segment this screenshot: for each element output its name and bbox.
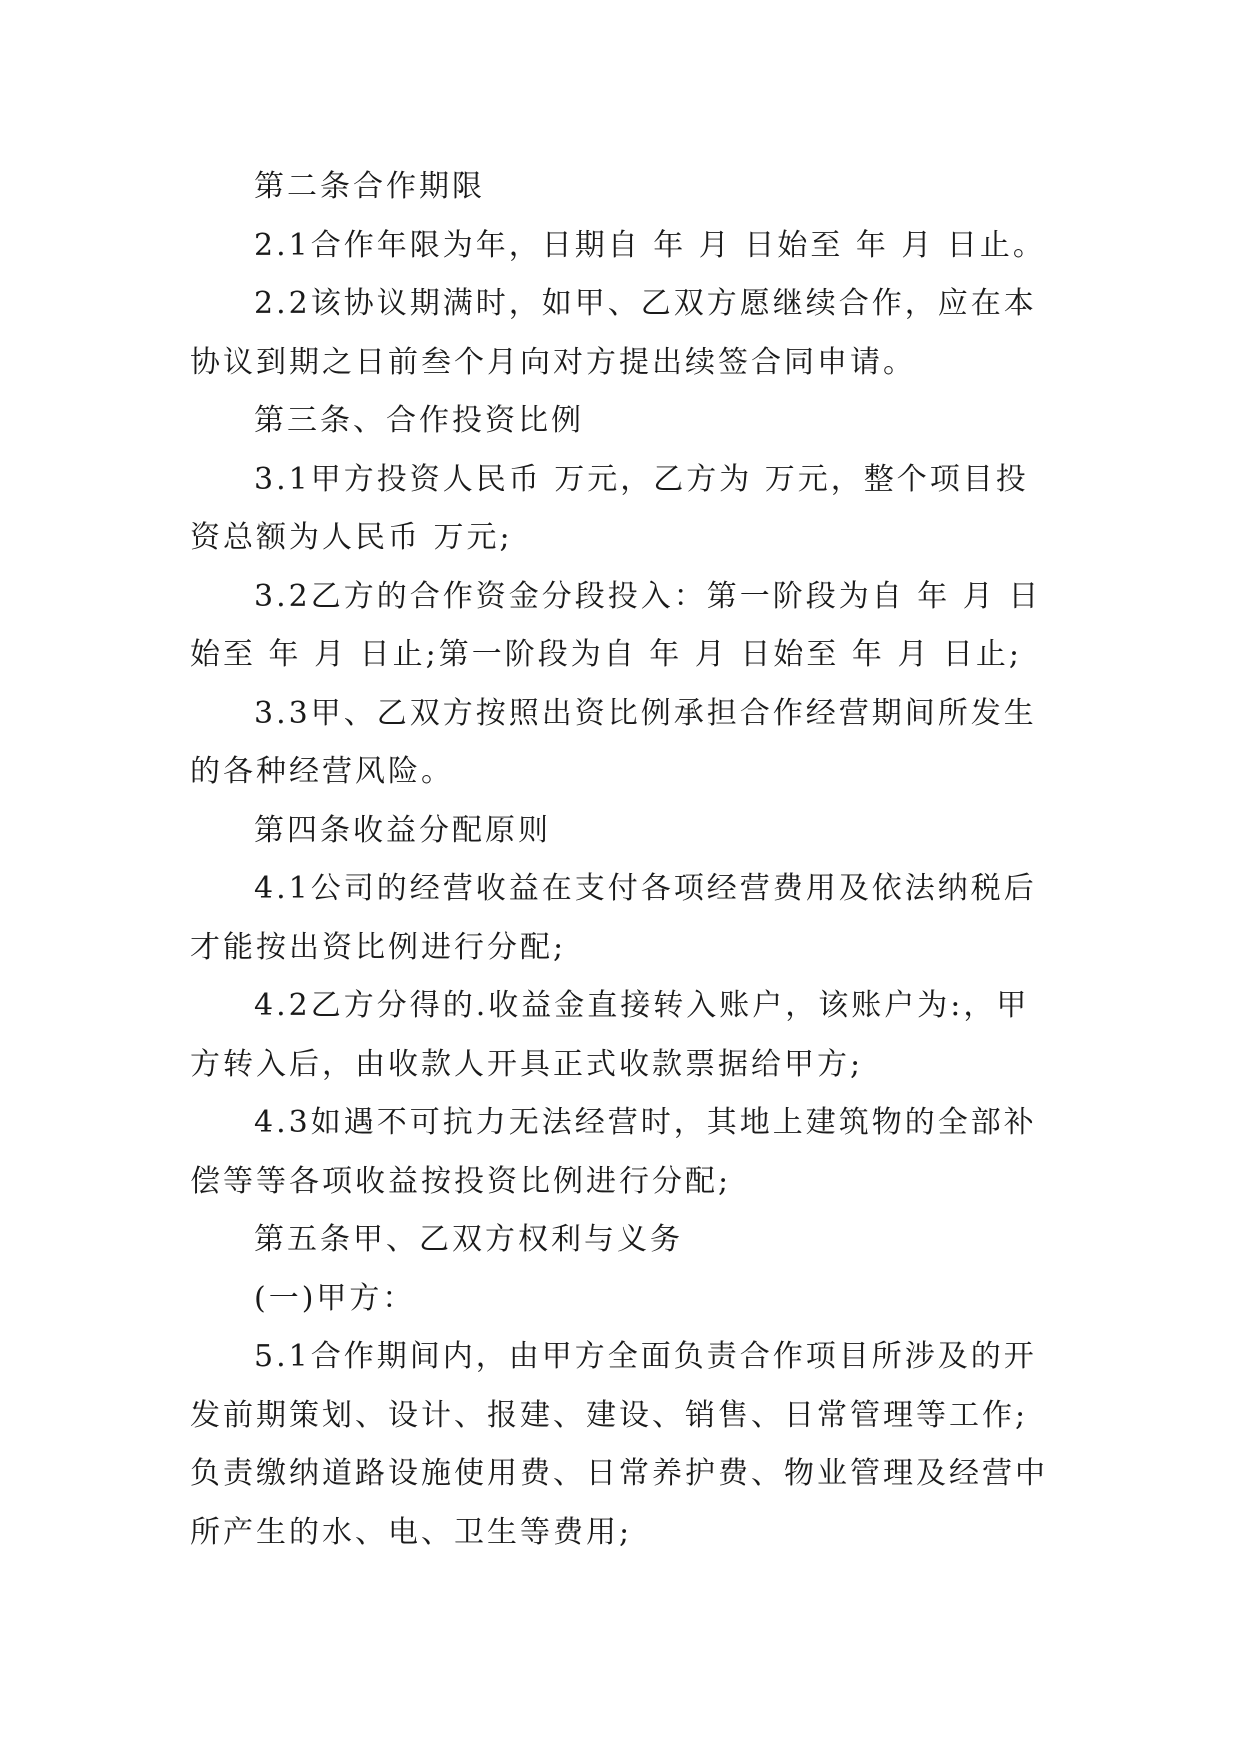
clause-3-3 bbox=[190, 685, 1060, 802]
text-line: 第五条甲、乙双方权利与义务 bbox=[254, 1222, 683, 1257]
clause-4-2 bbox=[190, 977, 1060, 1094]
clause-3-1 bbox=[190, 451, 1060, 568]
clause-5-1 bbox=[190, 1328, 1060, 1562]
clause-2-1 bbox=[190, 217, 1060, 276]
heading-article-5 bbox=[190, 1211, 1060, 1270]
heading-article-4 bbox=[190, 802, 1060, 861]
text-line: 发前期策划、设计、报建、建设、销售、日常管理等工作; bbox=[190, 1397, 1029, 1433]
clause-2-2 bbox=[190, 275, 1060, 392]
text-line: 3.3甲、乙双方按照出资比例承担合作经营期间所发生 bbox=[254, 695, 1037, 731]
text-line: 3.1甲方投资人民币 万元，乙方为 万元，整个项目投 bbox=[254, 461, 1029, 497]
clause-4-3 bbox=[190, 1094, 1060, 1211]
text-line: 3.2乙方的合作资金分段投入：第一阶段为自 年 月 日 bbox=[254, 578, 1042, 614]
clause-3-2 bbox=[190, 568, 1060, 685]
text-line: 负责缴纳道路设施使用费、日常养护费、物业管理及经营中 bbox=[190, 1456, 1048, 1491]
text-line: 4.3如遇不可抗力无法经营时，其地上建筑物的全部补 bbox=[254, 1105, 1037, 1140]
text-line: 协议到期之日前叁个月向对方提出续签合同申请。 bbox=[190, 344, 916, 380]
heading-article-2 bbox=[190, 158, 1060, 217]
text-line: 方转入后，由收款人开具正式收款票据给甲方; bbox=[190, 1046, 864, 1082]
document-body bbox=[190, 158, 1060, 1562]
text-line: 5.1合作期间内，由甲方全面负责合作项目所涉及的开 bbox=[254, 1339, 1037, 1374]
text-line: (一)甲方： bbox=[254, 1280, 416, 1316]
text-line: 2.1合作年限为年，日期自 年 月 日始至 年 月 日止。 bbox=[254, 227, 1046, 263]
subheading-party-a bbox=[190, 1270, 1060, 1329]
text-line: 第四条收益分配原则 bbox=[254, 812, 551, 848]
text-line: 所产生的水、电、卫生等费用; bbox=[190, 1514, 633, 1550]
clause-4-1 bbox=[190, 860, 1060, 977]
text-line: 4.1公司的经营收益在支付各项经营费用及依法纳税后 bbox=[254, 871, 1037, 906]
text-line: 的各种经营风险。 bbox=[190, 754, 454, 789]
text-line: 4.2乙方分得的.收益金直接转入账户，该账户为:，甲 bbox=[254, 988, 1030, 1023]
text-line: 始至 年 月 日止;第一阶段为自 年 月 日始至 年 月 日止; bbox=[190, 637, 1023, 672]
text-line: 2.2该协议期满时，如甲、乙双方愿继续合作，应在本 bbox=[254, 286, 1037, 321]
text-line: 资总额为人民币 万元; bbox=[190, 520, 513, 555]
text-line: 偿等等各项收益按投资比例进行分配; bbox=[190, 1163, 732, 1199]
text-line: 第二条合作期限 bbox=[254, 169, 485, 204]
heading-article-3 bbox=[190, 392, 1060, 451]
text-line: 才能按出资比例进行分配; bbox=[190, 929, 567, 965]
text-line: 第三条、合作投资比例 bbox=[254, 403, 584, 438]
